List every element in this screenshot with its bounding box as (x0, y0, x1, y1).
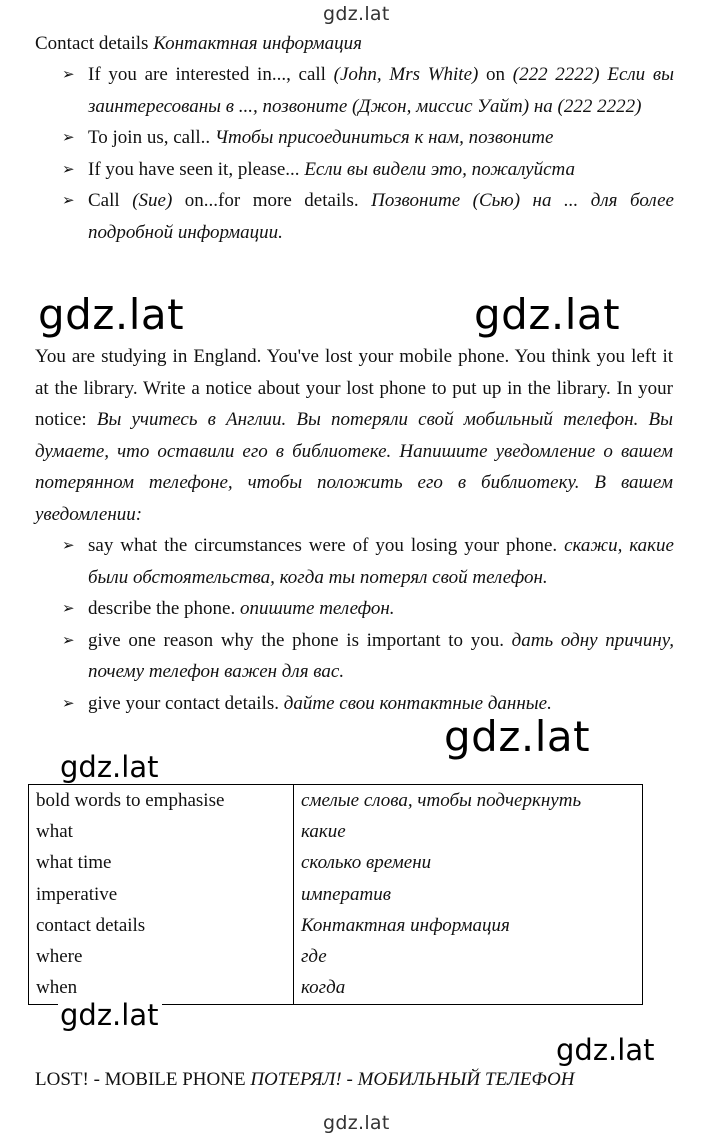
watermark-big-left: gdz.lat (38, 290, 185, 339)
watermark-top: gdz.lat (323, 3, 390, 25)
task-bullet: ➢ give one reason why the phone is important to you. дать одну причину, почему телефон важен для вас. (62, 625, 674, 688)
watermark-big-right: gdz.lat (474, 290, 621, 339)
table-cell-en: contact details (29, 910, 294, 941)
table-cell-en: what time (29, 848, 294, 879)
task-bullet: ➢ say what the circumstances were of you losing your phone. скажи, какие были обстоятельства, когда ты потерял свой телефон. (62, 530, 674, 593)
table-cell-ru: сколько времени (294, 848, 643, 879)
contact-bullet: ➢ If you are interested in..., call (John, Mrs White) on (222 2222) Если вы заинтересованы в ..., позвоните (Джон, миссис Уайт) на (222 2222) (62, 59, 674, 122)
table-row (29, 910, 643, 941)
contact-bullet: ➢ To join us, call.. Чтобы присоединиться к нам, позвоните (62, 122, 674, 154)
table-cell-en: imperative (29, 879, 294, 910)
table-cell-ru: Контактная информация (294, 910, 643, 941)
contact-bullet-list (62, 59, 674, 248)
watermark-table-top: gdz.lat (58, 750, 162, 784)
watermark-right-lower: gdz.lat (554, 1033, 658, 1067)
table-row (29, 785, 643, 817)
table-cell-en: what (29, 816, 294, 847)
watermark-table-bottom: gdz.lat (58, 998, 162, 1032)
watermark-mid-right: gdz.lat (444, 712, 591, 761)
contact-heading (35, 28, 362, 60)
lost-heading-en: LOST! - MOBILE PHONE (35, 1069, 251, 1090)
task-paragraph (35, 341, 673, 530)
table-row (29, 941, 643, 972)
watermark-bottom: gdz.lat (323, 1112, 390, 1134)
lost-heading-ru: ПОТЕРЯЛ! - МОБИЛЬНЫЙ ТЕЛЕФОН (250, 1069, 575, 1090)
table-cell-ru: где (294, 941, 643, 972)
table-cell-ru: смелые слова, чтобы подчеркнуть (294, 785, 643, 817)
task-en: You are studying in England. You've lost your mobile phone. You think you left it at the library. Write a notice about your lost phone to put up in the library. In your notice: (35, 346, 673, 430)
contact-heading-en: Contact details (35, 33, 149, 54)
table-row (29, 879, 643, 910)
table-cell-en: where (29, 941, 294, 972)
contact-bullet: ➢ If you have seen it, please... Если вы видели это, пожалуйста (62, 154, 674, 186)
vocab-table (28, 784, 643, 1005)
table-cell-ru: когда (294, 973, 643, 1005)
task-bullet-list (62, 530, 674, 719)
table-cell-en: bold words to emphasise (29, 785, 294, 817)
table-cell-ru: императив (294, 879, 643, 910)
contact-bullet: ➢ Call (Sue) on...for more details. Позвоните (Сью) на ... для более подробной информации. (62, 185, 674, 248)
task-bullet: ➢ describe the phone. опишите телефон. (62, 593, 674, 625)
lost-heading (35, 1064, 575, 1096)
table-cell-en: when (29, 973, 294, 1005)
table-row (29, 816, 643, 847)
contact-heading-ru: Контактная информация (153, 33, 363, 54)
table-cell-ru: какие (294, 816, 643, 847)
task-bullet: ➢ give your contact details. дайте свои контактные данные. (62, 688, 674, 720)
task-ru: Вы учитесь в Англии. Вы потеряли свой мобильный телефон. Вы думаете, что оставили его в библиотеке. Напишите уведомление о вашем потерянном телефоне, чтобы положить его в библиотеку. В вашем уведомлении: (35, 409, 674, 525)
table-row (29, 848, 643, 879)
